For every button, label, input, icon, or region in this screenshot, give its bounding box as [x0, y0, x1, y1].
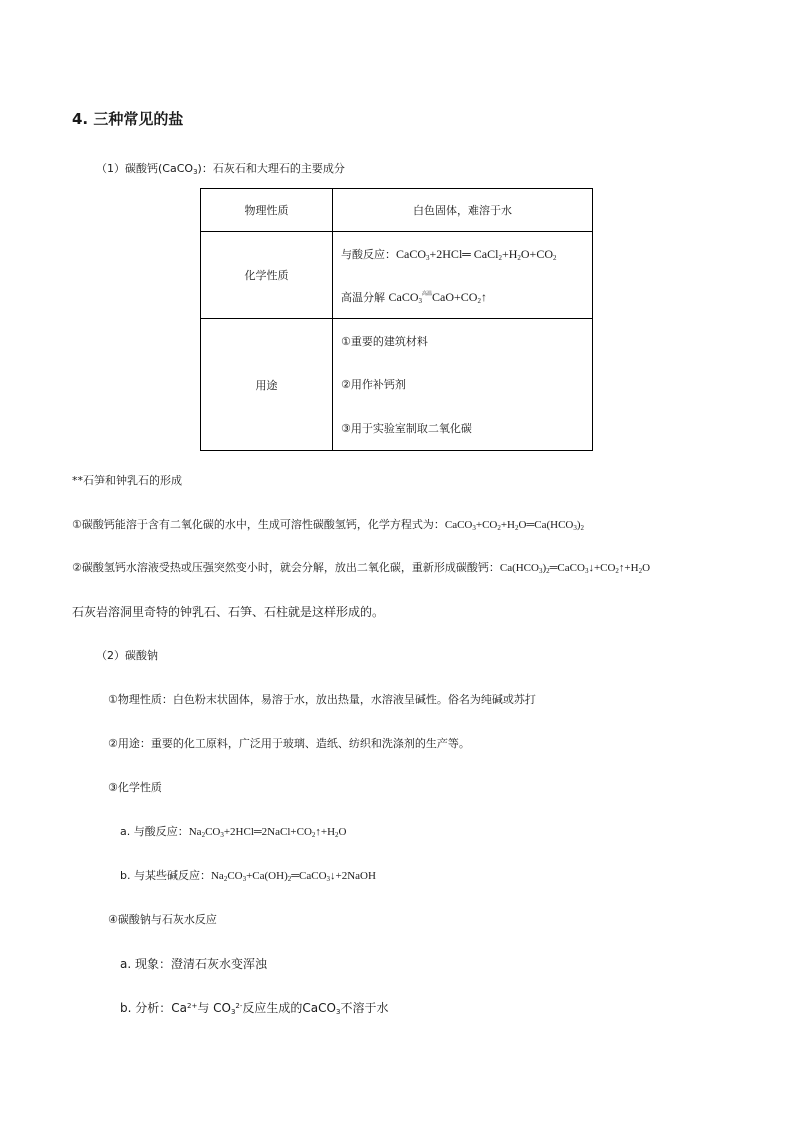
calcium-carbonate-table	[200, 188, 593, 451]
label-physical: 物理性质	[201, 189, 333, 232]
table-row-chemical	[201, 232, 593, 319]
use-item: ③用于实验室制取二氧化碳	[341, 422, 472, 436]
value-uses	[333, 319, 593, 451]
table-row-physical	[201, 189, 593, 232]
lime-water-title: ④碳酸钠与石灰水反应	[108, 913, 217, 926]
sodium-carbonate-chem-title: ③化学性质	[108, 781, 162, 794]
acid-reaction: 与酸反应：CaCO$_3$+2HCl═ $CaCl_2+H_2O+CO_2$	[341, 246, 557, 262]
stalactite-paragraph-3: 石灰岩溶洞里奇特的钟乳石、石笋、石柱就是这样形成的。	[72, 605, 385, 619]
title-text: )：石灰石和大理石的主要成分	[197, 162, 345, 175]
sodium-carbonate-usage: ②用途：重要的化工原料，广泛用于玻璃、造纸、纺织和洗涤剂的生产等。	[108, 737, 470, 750]
label-chemical: 化学性质	[201, 232, 333, 319]
section-heading: 4. 三种常见的盐	[72, 110, 184, 128]
sodium-carbonate-physical: ①物理性质：白色粉末状固体，易溶于水，放出热量，水溶液呈碱性。俗名为纯碱或苏打	[108, 693, 536, 706]
table-row-uses	[201, 319, 593, 451]
lime-water-analysis: b. 分析：$Ca^{2+}$与 $CO_3^{2-}$反应生成的CaCO$_3$不溶于水	[120, 1001, 389, 1016]
lime-water-phenomenon: a. 现象：澄清石灰水变浑浊	[120, 957, 267, 971]
sodium-carbonate-acid: a. 与酸反应：$Na_2CO_3+2HCl═2NaCl+CO_2↑+H_2O$	[120, 825, 347, 839]
use-item: ①重要的建筑材料	[341, 334, 428, 348]
decomposition-reaction: 高温分解 $CaCO_3^{高温}CaO+CO_2↑$	[341, 289, 487, 305]
label-uses: 用途	[201, 319, 333, 451]
sodium-carbonate-title: （2）碳酸钠	[96, 649, 158, 662]
stalactite-paragraph-2: ②碳酸氢钙水溶液受热或压强突然变小时，就会分解，放出二氧化碳，重新形成碳酸钙：$Ca(HCO_3)_2═CaCO_3↓+CO_2↑+H_2O$	[72, 561, 651, 575]
value-chemical	[333, 232, 593, 319]
title-text: （1）碳酸钙(CaCO	[96, 162, 194, 175]
stalactite-title: **石笋和钟乳石的形成	[72, 474, 182, 487]
calcium-carbonate-title	[96, 160, 345, 176]
subscript: 3	[193, 168, 198, 176]
use-item: ②用作补钙剂	[341, 378, 406, 392]
value-physical: 白色固体，难溶于水	[333, 189, 593, 232]
condition-label: 高温	[422, 291, 433, 297]
sodium-carbonate-base: b. 与某些碱反应：$Na_2CO_3+Ca(OH)_2═CaCO_3↓+2NaOH$	[120, 869, 376, 883]
stalactite-paragraph-1: ①碳酸钙能溶于含有二氧化碳的水中，生成可溶性碳酸氢钙，化学方程式为：$CaCO_3+CO_2+H_2O═Ca(HCO_3)_2$	[72, 518, 585, 532]
